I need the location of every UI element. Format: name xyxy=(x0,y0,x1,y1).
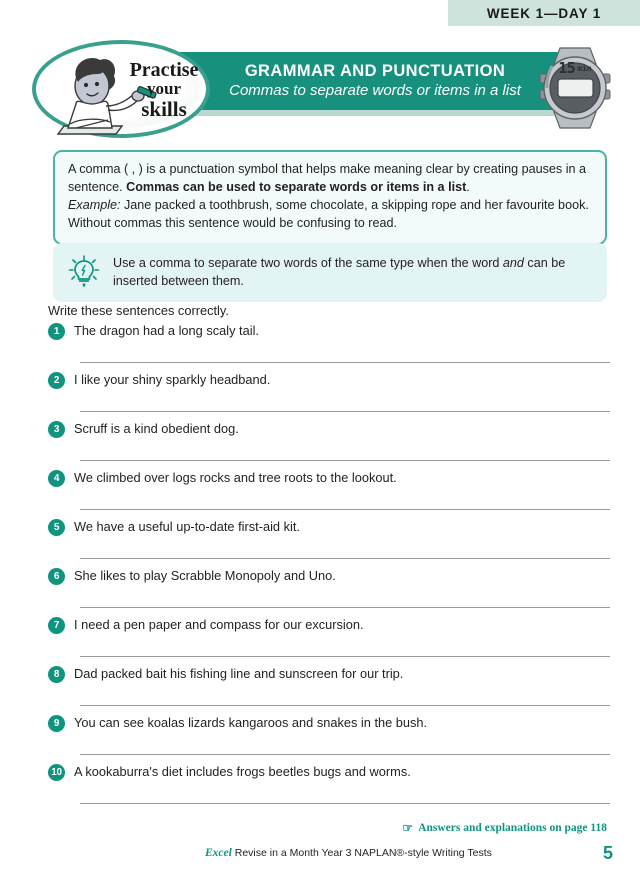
question-item xyxy=(48,322,610,371)
book-title xyxy=(205,847,492,859)
question-item xyxy=(48,567,610,616)
question-item xyxy=(48,371,610,420)
info-closing: Without commas this sentence would be confusing to read. xyxy=(68,215,398,230)
info-definition-part3: . xyxy=(466,179,470,194)
tip-text-part1: Use a comma to separate two words of the same type when the word xyxy=(113,256,503,270)
question-list xyxy=(48,322,610,812)
question-number: 4 xyxy=(48,470,65,487)
question-item xyxy=(48,420,610,469)
info-example xyxy=(68,197,592,215)
answer-write-line[interactable] xyxy=(80,607,610,608)
question-number: 8 xyxy=(48,666,65,683)
badge-word-practise: Practise xyxy=(129,58,199,81)
timer-value: 15 xyxy=(558,59,576,77)
question-text: I need a pen paper and compass for our excursion. xyxy=(74,617,364,632)
answer-write-line[interactable] xyxy=(80,509,610,510)
question-row xyxy=(48,714,610,732)
answer-write-line[interactable] xyxy=(80,754,610,755)
question-item xyxy=(48,665,610,714)
question-number: 3 xyxy=(48,421,65,438)
question-text: We have a useful up-to-date first-aid kit. xyxy=(74,519,300,534)
info-definition xyxy=(68,161,592,197)
page-number: 5 xyxy=(602,843,613,863)
question-number: 1 xyxy=(48,323,65,340)
lightbulb-icon xyxy=(67,254,101,288)
publisher-brand: Excel xyxy=(205,847,232,859)
answer-write-line[interactable] xyxy=(80,656,610,657)
answer-write-line[interactable] xyxy=(80,362,610,363)
question-number: 2 xyxy=(48,372,65,389)
stopwatch-icon xyxy=(538,38,612,136)
week-day-tab xyxy=(448,0,640,26)
question-row xyxy=(48,469,610,487)
banner-text-group xyxy=(210,52,540,110)
badge-word-your: your xyxy=(147,79,181,99)
book-title-text: Revise in a Month Year 3 NAPLAN®-style Writing Tests xyxy=(231,847,492,859)
answer-write-line[interactable] xyxy=(80,705,610,706)
task-instruction: Write these sentences correctly. xyxy=(48,303,229,318)
question-text: The dragon had a long scaly tail. xyxy=(74,323,259,338)
pointing-hand-icon: ☞ xyxy=(402,821,414,835)
info-example-label: Example: xyxy=(68,197,121,212)
question-row xyxy=(48,567,610,585)
question-text: You can see koalas lizards kangaroos and snakes in the bush. xyxy=(74,715,428,730)
tip-box xyxy=(53,243,607,302)
badge-wordmark xyxy=(118,44,210,136)
week-day-label: WEEK 1—DAY 1 xyxy=(486,5,602,21)
question-text: Scruff is a kind obedient dog. xyxy=(74,421,239,436)
question-number: 5 xyxy=(48,519,65,536)
question-text: We climbed over logs rocks and tree roots to the lookout. xyxy=(74,470,397,485)
answer-write-line[interactable] xyxy=(80,558,610,559)
info-definition-part1: A comma ( , ) is a punctuation symbol that helps make meaning clear by creating pauses in a sentence. xyxy=(68,162,587,194)
tip-text-emphasis: and xyxy=(502,256,524,270)
answer-write-line[interactable] xyxy=(80,460,610,461)
question-text: A kookaburra's diet includes frogs beetles bugs and worms. xyxy=(74,764,411,779)
tip-text-part3: can be inserted between them. xyxy=(113,256,566,289)
question-number: 9 xyxy=(48,715,65,732)
timer-display xyxy=(552,58,598,78)
question-item xyxy=(48,469,610,518)
question-row xyxy=(48,616,610,634)
question-text: I like your shiny sparkly headband. xyxy=(74,372,271,387)
question-row xyxy=(48,518,610,536)
badge-word-skills: skills xyxy=(141,96,187,121)
question-row xyxy=(48,322,610,340)
question-number: 7 xyxy=(48,617,65,634)
question-item xyxy=(48,616,610,665)
page-footer xyxy=(0,843,640,869)
question-text: She likes to play Scrabble Monopoly and Uno. xyxy=(74,568,336,583)
question-text: Dad packed bait his fishing line and sunscreen for our trip. xyxy=(74,666,404,681)
section-title: GRAMMAR AND PUNCTUATION xyxy=(244,61,506,80)
answers-reference-text: Answers and explanations on page 118 xyxy=(418,822,607,834)
question-row xyxy=(48,420,610,438)
question-row xyxy=(48,763,610,781)
info-definition-bold: Commas can be used to separate words or items in a list xyxy=(126,179,467,194)
section-subtitle: Commas to separate words or items in a list xyxy=(229,81,521,99)
tip-text xyxy=(113,253,593,291)
question-item xyxy=(48,714,610,763)
timer-unit: min xyxy=(577,63,592,73)
concept-info-box xyxy=(53,150,607,245)
question-row xyxy=(48,665,610,683)
question-number: 10 xyxy=(48,764,65,781)
question-item xyxy=(48,518,610,567)
question-item xyxy=(48,763,610,812)
info-example-text: Jane packed a toothbrush, some chocolate, a skipping rope and her favourite book. xyxy=(120,197,589,212)
answer-write-line[interactable] xyxy=(80,411,610,412)
answer-write-line[interactable] xyxy=(80,803,610,804)
answers-reference xyxy=(402,822,607,834)
question-number: 6 xyxy=(48,568,65,585)
question-row xyxy=(48,371,610,389)
